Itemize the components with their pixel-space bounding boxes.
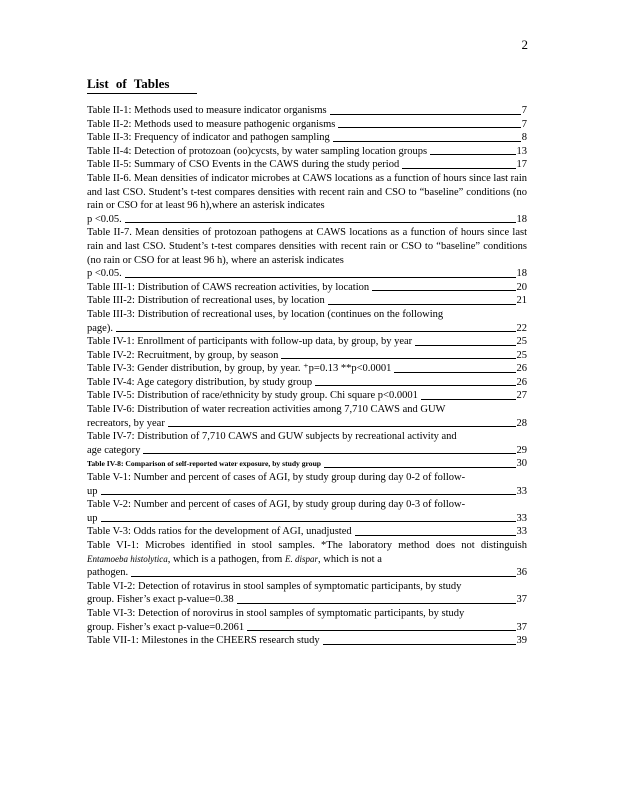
entry-page: 30 — [516, 458, 527, 470]
entry-label: Table VI-3: — [87, 607, 136, 619]
toc-entry[interactable] — [87, 362, 527, 376]
dot-leader — [402, 168, 515, 169]
entry-page: 37 — [516, 594, 527, 606]
toc-entry[interactable] — [87, 281, 527, 295]
entry-label: Table V-2: — [87, 499, 131, 511]
entry-text: Odds ratios for the development of AGI, unadjusted — [133, 526, 352, 538]
toc-entry[interactable] — [87, 376, 527, 390]
entry-text-tail: p <0.05. — [87, 268, 122, 280]
dot-leader — [101, 494, 516, 495]
dot-leader — [338, 127, 520, 128]
entry-label: Table IV-3: — [87, 363, 135, 375]
dot-leader — [330, 114, 521, 115]
entry-text-tail: group. Fisher’s exact p-value=0.38 — [87, 594, 234, 606]
entry-text: Distribution of recreational uses, by location (continues on the following — [137, 308, 444, 320]
entry-text: Gender distribution, by group, by year. ⁺p=0.13 **p<0.0001 — [137, 363, 392, 375]
entry-page: 7 — [521, 118, 527, 130]
entry-text: Distribution of water recreation activities among 7,710 CAWS and GUW — [137, 404, 446, 416]
dot-leader — [372, 290, 515, 291]
dot-leader — [281, 358, 515, 359]
toc-entry[interactable] — [87, 580, 527, 607]
entry-page: 29 — [516, 444, 527, 456]
toc-entry[interactable] — [87, 430, 527, 457]
table-list — [87, 104, 527, 648]
dot-leader — [247, 630, 515, 631]
toc-entry[interactable] — [87, 131, 527, 145]
entry-page: 20 — [516, 281, 527, 293]
entry-page: 25 — [516, 336, 527, 348]
entry-label: Table IV-6: — [87, 404, 135, 416]
toc-entry[interactable] — [87, 471, 527, 498]
dot-leader — [116, 331, 516, 332]
entry-page: 18 — [516, 213, 527, 225]
entry-page: 33 — [516, 485, 527, 497]
toc-entry[interactable] — [87, 118, 527, 132]
entry-page: 39 — [516, 635, 527, 647]
entry-text: Mean densities of indicator microbes at CAWS locations as a function of hours since last rain and last CSO. Student’s t-test compares densities with recent rain and CSO to “baseline” conditions (no rain or CSO for at least 96 h),where an asterisk indicates — [87, 172, 527, 212]
entry-text-tail: group. Fisher’s exact p-value=0.2061 — [87, 621, 245, 633]
entry-page: 37 — [516, 621, 527, 633]
entry-label: Table II-2: — [87, 118, 132, 130]
dot-leader — [131, 576, 515, 577]
entry-label: Table V-1: — [87, 472, 131, 484]
entry-text: Detection of rotavirus in stool samples of symptomatic participants, by study — [137, 580, 462, 592]
entry-text-tail: up — [87, 512, 98, 524]
entry-text-tail: age category — [87, 444, 141, 456]
toc-entry[interactable] — [87, 172, 527, 226]
entry-text: Distribution of race/ethnicity by study group. Chi square p<0.0001 — [137, 390, 418, 402]
entry-page: 7 — [521, 105, 527, 116]
entry-text-mid: , which is not a — [318, 553, 382, 565]
entry-text: Mean densities of protozoan pathogens at CAWS locations as a function of hours since last rain and last CSO. Student’s t-test compares densities with recent rain or CSO to “baseline” conditions (no rain or CSO for at least 96 h), where an asterisk indicates — [87, 227, 527, 266]
entry-page: 33 — [516, 512, 527, 524]
entry-label: Table IV-2: — [87, 349, 135, 361]
toc-entry[interactable] — [87, 539, 527, 580]
entry-page: 33 — [516, 526, 527, 538]
dot-leader — [323, 644, 516, 645]
entry-label: Table III-2: — [87, 295, 135, 307]
dot-leader — [143, 453, 515, 454]
dot-leader — [328, 304, 516, 305]
toc-entry[interactable] — [87, 308, 527, 335]
entry-text: Microbes identified in stool samples. *The laboratory method does not distinguish — [145, 540, 527, 551]
entry-text: Summary of CSO Events in the CAWS during the study period — [134, 159, 400, 171]
entry-page: 25 — [516, 349, 527, 361]
page-number: 2 — [521, 37, 528, 52]
entry-label: Table VI-2: — [87, 580, 136, 592]
dot-leader — [101, 521, 516, 522]
toc-entry[interactable] — [87, 226, 527, 280]
entry-page: 36 — [516, 567, 527, 579]
dot-leader — [430, 154, 515, 155]
entry-page: 28 — [516, 417, 527, 429]
entry-text: Comparison of self-reported water exposure, by study group — [125, 459, 322, 469]
entry-label: Table V-3: — [87, 526, 131, 538]
toc-entry[interactable] — [87, 403, 527, 430]
entry-label: Table VI-1: — [87, 540, 139, 551]
entry-label: Table IV-1: — [87, 336, 135, 348]
page-title: List of Tables — [87, 76, 197, 94]
entry-label: Table III-3: — [87, 308, 135, 320]
entry-text: Age category distribution, by study group — [136, 376, 313, 388]
toc-entry[interactable] — [87, 457, 527, 471]
entry-text: Distribution of 7,710 CAWS and GUW subjects by recreational activity and — [137, 431, 457, 443]
entry-text: Distribution of CAWS recreation activities, by location — [137, 281, 370, 293]
dot-leader — [415, 345, 515, 346]
entry-page: 13 — [516, 145, 527, 157]
entry-label: Table II-6. — [87, 172, 132, 184]
entry-text-tail: recreators, by year — [87, 417, 165, 429]
entry-page: 18 — [516, 268, 527, 280]
entry-text-tail: p <0.05. — [87, 213, 122, 225]
entry-text: Enrollment of participants with follow-up data, by group, by year — [137, 336, 413, 348]
dot-leader — [237, 603, 516, 604]
entry-label: Table IV-8: — [87, 459, 124, 469]
entry-text: Detection of norovirus in stool samples of symptomatic participants, by study — [137, 607, 465, 619]
entry-text: Methods used to measure indicator organisms — [134, 105, 327, 116]
entry-label: Table IV-7: — [87, 431, 135, 443]
toc-entry[interactable] — [87, 634, 527, 648]
entry-label: Table VII-1: — [87, 635, 139, 647]
entry-text-tail: pathogen. — [87, 567, 129, 579]
dot-leader — [355, 535, 516, 536]
entry-text: Detection of protozoan (oo)cycsts, by water sampling location groups — [134, 145, 428, 157]
dot-leader — [125, 277, 516, 278]
dot-leader — [315, 385, 515, 386]
dot-leader — [421, 399, 516, 400]
entry-text: Frequency of indicator and pathogen sampling — [134, 132, 330, 144]
entry-text-mid: , which is a pathogen, from — [167, 553, 283, 565]
entry-text: Methods used to measure pathogenic organisms — [134, 118, 336, 130]
entry-label: Table II-4: — [87, 145, 132, 157]
entry-label: Table II-3: — [87, 132, 132, 144]
toc-entry[interactable] — [87, 389, 527, 403]
dot-leader — [394, 372, 515, 373]
entry-label: Table II-5: — [87, 159, 132, 171]
entry-label: Table II-1: — [87, 105, 132, 116]
entry-page: 27 — [516, 390, 527, 402]
entry-page: 21 — [516, 295, 527, 307]
toc-entry[interactable] — [87, 104, 527, 118]
toc-entry[interactable] — [87, 335, 527, 349]
dot-leader — [324, 467, 515, 468]
toc-entry[interactable] — [87, 607, 527, 634]
entry-text-tail: page). — [87, 322, 113, 334]
entry-page: 8 — [521, 132, 527, 144]
entry-text: Recruitment, by group, by season — [137, 349, 279, 361]
entry-text: Number and percent of cases of AGI, by study group during day 0-2 of follow- — [133, 472, 466, 484]
toc-entry[interactable] — [87, 525, 527, 539]
entry-label: Table IV-4: — [87, 376, 135, 388]
entry-page: 17 — [516, 159, 527, 171]
toc-entry[interactable] — [87, 158, 527, 172]
species-name: Entamoeba histolytica — [87, 553, 168, 564]
entry-label: Table II-7. — [87, 227, 132, 239]
entry-label: Table IV-5: — [87, 390, 135, 402]
toc-entry[interactable] — [87, 498, 527, 525]
entry-page: 22 — [516, 322, 527, 334]
entry-text: Distribution of recreational uses, by location — [137, 295, 325, 307]
entry-label: Table III-1: — [87, 281, 135, 293]
toc-entry[interactable] — [87, 294, 527, 308]
entry-text: Number and percent of cases of AGI, by study group during day 0-3 of follow- — [133, 499, 466, 511]
dot-leader — [168, 426, 516, 427]
entry-page: 26 — [516, 363, 527, 375]
toc-entry[interactable] — [87, 145, 527, 159]
toc-entry[interactable] — [87, 349, 527, 363]
entry-text-tail: up — [87, 485, 98, 497]
dot-leader — [333, 141, 521, 142]
entry-page: 26 — [516, 376, 527, 388]
dot-leader — [125, 222, 516, 223]
entry-text: Milestones in the CHEERS research study — [141, 635, 320, 647]
species-name: E. dispar — [284, 553, 318, 564]
